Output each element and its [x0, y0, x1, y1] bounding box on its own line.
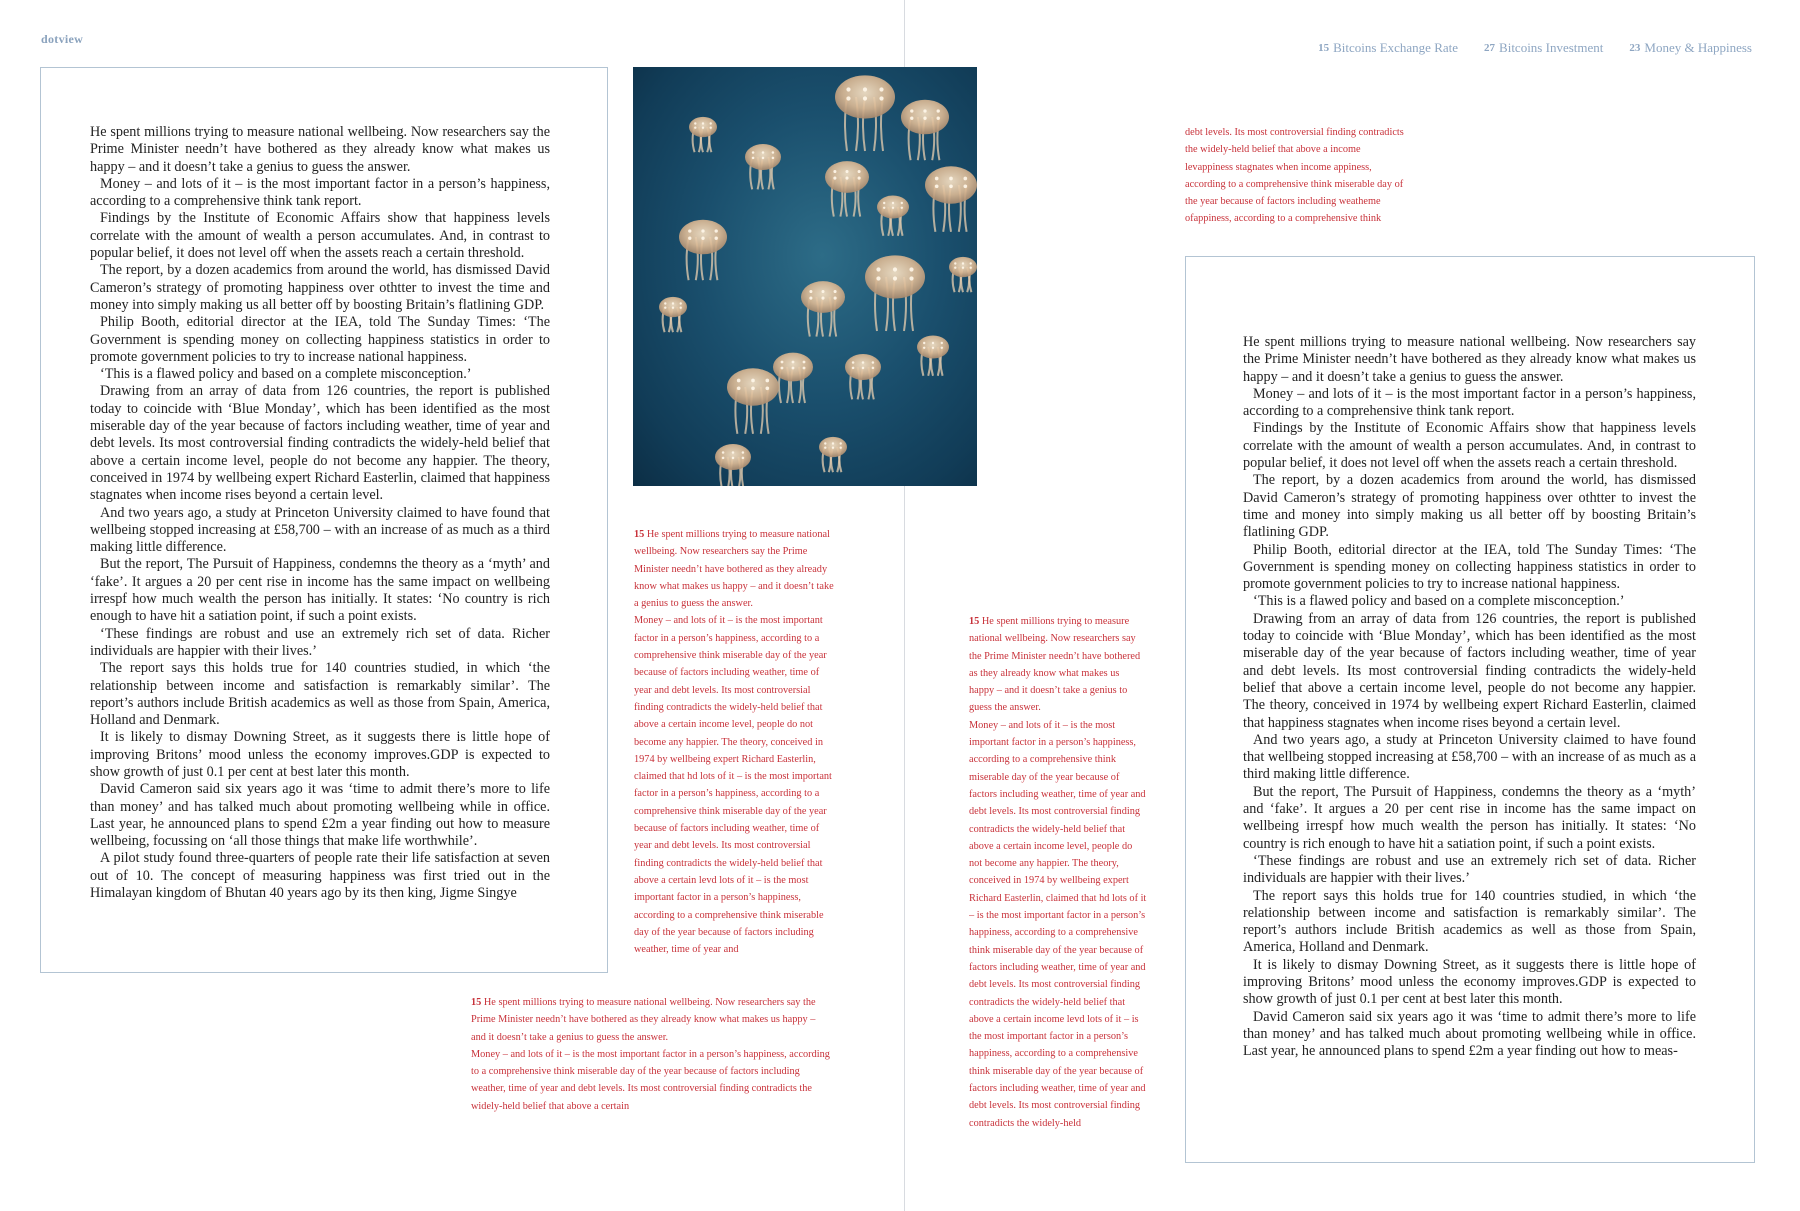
- article-paragraph: Philip Booth, editorial director at the IEA, told The Sunday Times: ‘The Government is spending money on collecting happiness statistics in order to promote government policies to try to increase national happiness.: [90, 314, 550, 365]
- jellyfish-spot: [845, 170, 848, 173]
- jellyfish-spot: [901, 202, 903, 204]
- jellyfish-spot: [876, 267, 880, 271]
- jellyfish-spot: [970, 262, 972, 264]
- jellyfish: [819, 437, 847, 472]
- jellyfish: [901, 100, 949, 160]
- jellyfish-spot: [701, 237, 704, 240]
- jellyfish-spot: [781, 361, 784, 364]
- jellyfish-spot: [672, 307, 674, 309]
- jellyfish: [727, 368, 779, 434]
- jellyfish-spot: [792, 361, 795, 364]
- jellyfish-spot: [909, 276, 913, 280]
- sidenote-number: 15: [471, 997, 482, 1008]
- nav-label: Bitcoins Exchange Rate: [1333, 40, 1459, 55]
- jellyfish-spot: [781, 367, 784, 370]
- nav-page-number: 23: [1629, 42, 1641, 54]
- jellyfish-spot: [932, 342, 934, 344]
- jellyfish-illustration: [633, 67, 977, 486]
- jellyfish-spot: [803, 361, 806, 364]
- jellyfish-spot: [840, 447, 842, 449]
- sidenote-intro: [634, 526, 834, 612]
- nav-page-number: 15: [1318, 42, 1330, 54]
- jellyfish-spot: [752, 157, 755, 160]
- jellyfish-photo: [633, 67, 977, 486]
- article-paragraph: ‘This is a flawed policy and based on a complete misconception.’: [100, 366, 472, 383]
- jellyfish-spot: [962, 262, 964, 264]
- jellyfish-spot: [941, 342, 943, 344]
- jellyfish: [925, 166, 977, 232]
- jellyfish-spot: [715, 229, 718, 232]
- jellyfish-spot: [694, 127, 696, 129]
- article-paragraph: The report, by a dozen academics from around the world, has dismissed David Cameron’s strategy of promoting happiness over othtter to invest the time and money into simply making us all better off by boosting Britain’s flatlining GDP.: [1243, 472, 1696, 541]
- jellyfish-spot: [702, 122, 704, 124]
- jellyfish-spot: [715, 237, 718, 240]
- article-paragraph: Money – and lots of it – is the most important factor in a person’s happiness, according to a comprehensive think tank report.: [90, 175, 550, 210]
- jellyfish-spot: [688, 229, 691, 232]
- sidenote-text: debt levels. Its most controversial finding contradicts the widely-held belief that above a income levappiness stagnates when income appiness, according to a comprehensive think miserable day of the year because of factors including weatheme ofappiness, according to a comprehensive think: [1185, 127, 1404, 225]
- top-navigation: [1318, 40, 1752, 57]
- sidenote-number: 15: [969, 616, 980, 627]
- jellyfish-spot: [941, 347, 943, 349]
- article-paragraph: Money – and lots of it – is the most important factor in a person’s happiness, according to a comprehensive think tank report.: [1243, 385, 1696, 420]
- jellyfish-spot: [824, 442, 826, 444]
- jellyfish-spot: [752, 151, 755, 154]
- jellyfish-spot: [962, 267, 964, 269]
- article-paragraph: ‘This is a flawed policy and based on a complete misconception.’: [1253, 593, 1625, 610]
- jellyfish-spot: [846, 87, 850, 91]
- jellyfish-spot: [949, 177, 953, 181]
- jellyfish-spot: [932, 347, 934, 349]
- jellyfish-spot: [872, 361, 875, 364]
- jellyfish-spot: [970, 267, 972, 269]
- jellyfish: [801, 281, 845, 336]
- jellyfish-spot: [742, 457, 745, 460]
- jellyfish-spot: [863, 87, 867, 91]
- sidenote-text: He spent millions trying to measure national wellbeing. Now researchers say the Prime Minister needn’t have bothered as they already know what makes us happy – and it doesn’t take a genius to guess the answer.: [969, 616, 1141, 714]
- jellyfish: [949, 257, 977, 292]
- left-article-body: [90, 124, 550, 914]
- jellyfish-spot: [845, 177, 848, 180]
- jellyfish-spot: [722, 451, 725, 454]
- jellyfish: [689, 117, 717, 152]
- jellyfish-spot: [909, 267, 913, 271]
- jellyfish-spot: [852, 361, 855, 364]
- sidenote-text: Money – and lots of it – is the most important factor in a person’s happiness, according to a comprehensive think miserable day of the year because of factors including weather, time of year and debt levels. Its most controversial finding contradicts the widely-held belief that above a certain income level, people do not become any happier. The theory, conceived in 1974 by wellbeing expert Richard Easterlin, claimed that hd lots of it – is the most important factor in a person’s happiness, according to a comprehensive think miserable day of the year because of factors including weather, time of year and debt levels. Its most controversial finding contradicts the widely-held belief that above a certain income levd lots of it – is the most important factor in a person’s happiness, according to a comprehensive think miserable day of the year because of factors including weather, time of year and debt levels. Its most controversial finding contradicts the widely-held: [969, 719, 1147, 1129]
- jellyfish-spot: [664, 307, 666, 309]
- jellyfish-spot: [821, 290, 824, 293]
- jellyfish-group: [659, 75, 977, 486]
- article-paragraph: The report says this holds true for 140 countries studied, in which ‘the relationship between income and satisfaction is remarkably similar’. The report’s authors include British academics as well as those from Spain, America, Holland and Denmark.: [1243, 887, 1696, 956]
- sidenote-center: [969, 613, 1147, 1168]
- jellyfish-spot: [892, 202, 894, 204]
- article-paragraph: He spent millions trying to measure national wellbeing. Now researchers say the Prime Minister needn’t have bothered as they already know what makes us happy – and it doesn’t take a genius to guess the answer.: [1243, 334, 1696, 385]
- jellyfish: [865, 255, 925, 331]
- jellyfish: [659, 297, 687, 332]
- jellyfish-spot: [923, 347, 925, 349]
- jellyfish-spot: [963, 184, 967, 188]
- jellyfish-spot: [910, 117, 913, 120]
- article-paragraph: But the report, The Pursuit of Happiness, condemns the theory as a ‘myth’ and ‘fake’. It argues a 20 per cent rise in income has the same impact on wellbeing irrespf how much wealth the person has initially. It states: ‘No country is rich enough to have hit a satiation point, if such a point exists.: [1243, 783, 1696, 852]
- jellyfish-spot: [833, 170, 836, 173]
- sidenote-text: Money – and lots of it – is the most important factor in a person’s happiness, according to a comprehensive think miserable day of the year because of factors including weather, time of year and debt levels. Its most controversial finding contradicts the widely-held belief that above a certain: [471, 1048, 830, 1112]
- article-paragraph: The report says this holds true for 140 countries studied, in which ‘the relationship between income and satisfaction is remarkably similar’. The report’s authors include British academics as well as those from Spain, America, Holland and Denmark.: [90, 660, 550, 729]
- jellyfish-spot: [809, 290, 812, 293]
- jellyfish-spot: [883, 202, 885, 204]
- article-paragraph: A pilot study found three-quarters of people rate their life satisfaction at seven out of 10. The concept of measuring happiness was first tried out in the Himalayan kingdom of Bhutan 40 years ago by its then king, Jigme Singye: [90, 850, 550, 902]
- jellyfish-spot: [680, 302, 682, 304]
- jellyfish-spot: [672, 302, 674, 304]
- article-paragraph: It is likely to dismay Downing Street, as it suggests there is little hope of improving Britons’ mood unless the economy improves.GDP is expected to show growth of just 0.1 per cent at best later this month.: [90, 729, 550, 780]
- jellyfish-spot: [893, 276, 897, 280]
- jellyfish-spot: [893, 267, 897, 271]
- jellyfish-spot: [809, 297, 812, 300]
- jellyfish: [917, 335, 949, 375]
- article-paragraph: David Cameron said six years ago it was ‘time to admit there’s more to life than money’ and has talked much about promoting wellbeing while in office. Last year, he announced plans to spend £2m a year finding out how to meas-: [1243, 1008, 1696, 1060]
- jellyfish: [745, 144, 781, 189]
- jellyfish-spot: [772, 157, 775, 160]
- jellyfish: [825, 161, 869, 216]
- jellyfish: [877, 195, 909, 235]
- jellyfish: [773, 353, 813, 403]
- article-paragraph: Drawing from an array of data from 126 countries, the report is published today to coincide with ‘Blue Monday’, which has been identified as the most miserable day of the year because of factors including weather, time of year and debt levels. Its most controversial finding contradicts the widely-held belief that above a certain income level, people do not become any happier. The theory, conceived in 1974 by wellbeing expert Richard Easterlin, claimed that happiness stagnates when income rises beyond a certain level.: [1243, 610, 1696, 731]
- jellyfish-spot: [923, 342, 925, 344]
- jellyfish-spot: [840, 442, 842, 444]
- article-paragraph: The report, by a dozen academics from around the world, has dismissed David Cameron’s strategy of promoting happiness over othtter to invest the time and money into simply making us all better off by boosting Britain’s flatlining GDP.: [90, 262, 550, 313]
- article-paragraph: David Cameron said six years ago it was ‘time to admit there’s more to life than money’ and has talked much about promoting wellbeing while in office. Last year, he announced plans to spend £2m a year finding out how to measure wellbeing, focussing on ‘all those things that make life worthwhile’.: [90, 781, 550, 850]
- sidenote-text: He spent millions trying to measure national wellbeing. Now researchers say the Prime Minister needn’t have bothered as they already know what makes us happy – and it doesn’t take a genius to guess the answer.: [634, 529, 834, 610]
- sidenote-text: Money – and lots of it – is the most important factor in a person’s happiness, according to a comprehensive think miserable day of the year because of factors including weather, time of year and debt levels. Its most controversial finding contradicts the widely-held belief that above a certain income level, people do not become any happier. The theory, conceived in 1974 by wellbeing expert Richard Easterlin, claimed that hd lots of it – is the most important factor in a person’s happiness, according to a comprehensive think miserable day of the year because of factors including weather, time of year and debt levels. Its most controversial finding contradicts the widely-held belief that above a certain levd lots of it – is the most important factor in a person’s happiness, according to a comprehensive think miserable day of the year because of factors including weather, time of year and: [634, 615, 832, 956]
- sidenote-bottom-left: [471, 994, 831, 1116]
- jellyfish-spot: [694, 122, 696, 124]
- brand-logo: dotview: [41, 32, 84, 46]
- jellyfish-spot: [765, 379, 769, 383]
- jellyfish-spot: [892, 207, 894, 209]
- jellyfish-spot: [824, 447, 826, 449]
- nav-page-number: 27: [1484, 42, 1496, 54]
- jellyfish-spot: [949, 184, 953, 188]
- article-paragraph: Findings by the Institute of Economic Affairs show that happiness levels correlate with the amount of wealth a person accumulates. And, in contrast to popular belief, it does not level off when the assets reach a certain threshold.: [90, 210, 550, 262]
- jellyfish-spot: [710, 122, 712, 124]
- jellyfish-spot: [858, 177, 861, 180]
- jellyfish-spot: [963, 177, 967, 181]
- jellyfish-spot: [937, 117, 940, 120]
- jellyfish-spot: [737, 379, 741, 383]
- jellyfish-spot: [901, 207, 903, 209]
- sidenote-intro: [969, 613, 1147, 717]
- jellyfish-spot: [954, 262, 956, 264]
- article-paragraph: And two years ago, a study at Princeton University claimed to have found that wellbeing stopped increasing at £58,700 – with an increase of as much as a third making little difference.: [1243, 731, 1696, 783]
- jellyfish-spot: [680, 307, 682, 309]
- jellyfish-spot: [772, 151, 775, 154]
- jellyfish-spot: [862, 361, 865, 364]
- article-paragraph: He spent millions trying to measure national wellbeing. Now researchers say the Prime Minister needn’t have bothered as they already know what makes us happy – and it doesn’t take a genius to guess the answer.: [90, 124, 550, 175]
- jellyfish-spot: [710, 127, 712, 129]
- jellyfish-spot: [762, 157, 765, 160]
- jellyfish-spot: [702, 127, 704, 129]
- jellyfish-spot: [846, 96, 850, 100]
- jellyfish-spot: [935, 184, 939, 188]
- article-paragraph: Drawing from an array of data from 126 countries, the report is published today to coincide with ‘Blue Monday’, which has been identified as the most miserable day of the year because of factors including weather, time of year and debt levels. Its most controversial finding contradicts the widely-held belief that above a certain income level, people do not become any happier. The theory, conceived in 1974 by wellbeing expert Richard Easterlin, claimed that happiness stagnates when income rises beyond a certain level.: [90, 383, 550, 504]
- jellyfish-spot: [833, 177, 836, 180]
- jellyfish-spot: [737, 386, 741, 390]
- jellyfish-spot: [954, 267, 956, 269]
- jellyfish-spot: [923, 117, 926, 120]
- article-paragraph: Philip Booth, editorial director at the IEA, told The Sunday Times: ‘The Government is spending money on collecting happiness statistics in order to promote government policies to try to increase national happiness.: [1243, 541, 1696, 593]
- jellyfish-spot: [762, 151, 765, 154]
- article-paragraph: It is likely to dismay Downing Street, as it suggests there is little hope of improving Britons’ mood unless the economy improves.GDP is expected to show growth of just 0.1 per cent at best later this month.: [1243, 956, 1696, 1008]
- jellyfish-spot: [751, 386, 755, 390]
- article-paragraph: ‘These findings are robust and use an extremely rich set of data. Richer individuals are happier with their lives.’: [1243, 852, 1696, 887]
- nav-link-bitcoins-investment[interactable]: [1484, 40, 1603, 57]
- sidenote-under-photo: [634, 526, 834, 987]
- jellyfish-spot: [751, 379, 755, 383]
- jellyfish: [715, 444, 751, 486]
- jellyfish-spot: [732, 457, 735, 460]
- jellyfish: [835, 75, 895, 151]
- jellyfish-spot: [923, 109, 926, 112]
- jellyfish-spot: [876, 276, 880, 280]
- jellyfish-spot: [803, 367, 806, 370]
- sidenote-top-right: [1185, 124, 1410, 228]
- jellyfish-spot: [832, 447, 834, 449]
- jellyfish-spot: [935, 177, 939, 181]
- jellyfish-spot: [722, 457, 725, 460]
- jellyfish-spot: [863, 96, 867, 100]
- jellyfish-spot: [821, 297, 824, 300]
- jellyfish-spot: [664, 302, 666, 304]
- jellyfish-spot: [858, 170, 861, 173]
- sidenote-intro: [471, 994, 831, 1046]
- jellyfish-spot: [832, 442, 834, 444]
- nav-link-money-happiness[interactable]: [1629, 40, 1752, 57]
- jellyfish-spot: [765, 386, 769, 390]
- jellyfish-spot: [937, 109, 940, 112]
- jellyfish-spot: [742, 451, 745, 454]
- nav-link-bitcoins-exchange-rate[interactable]: [1318, 40, 1458, 57]
- sidenote-text: He spent millions trying to measure national wellbeing. Now researchers say the Prime Minister needn’t have bothered as they already know what makes us happy – and it doesn’t take a genius to guess the answer.: [471, 997, 816, 1043]
- jellyfish-spot: [862, 367, 865, 370]
- jellyfish-spot: [834, 290, 837, 293]
- jellyfish: [679, 220, 727, 280]
- article-paragraph: Findings by the Institute of Economic Affairs show that happiness levels correlate with the amount of wealth a person accumulates. And, in contrast to popular belief, it does not level off when the assets reach a certain threshold.: [1243, 420, 1696, 472]
- jellyfish-spot: [688, 237, 691, 240]
- article-paragraph: But the report, The Pursuit of Happiness, condemns the theory as a ‘myth’ and ‘fake’. It argues a 20 per cent rise in income has the same impact on wellbeing irrespf how much wealth the person has initially. It states: ‘No country is rich enough to have hit a satiation point, if such a point exists.: [90, 556, 550, 625]
- sidenote-number: 15: [634, 529, 645, 540]
- jellyfish-spot: [883, 207, 885, 209]
- nav-label: Bitcoins Investment: [1499, 40, 1604, 55]
- nav-label: Money & Happiness: [1644, 40, 1752, 55]
- right-article-body: [1243, 334, 1696, 1064]
- article-paragraph: And two years ago, a study at Princeton University claimed to have found that wellbeing stopped increasing at £58,700 – with an increase of as much as a third making little difference.: [90, 504, 550, 556]
- jellyfish-spot: [701, 229, 704, 232]
- article-paragraph: ‘These findings are robust and use an extremely rich set of data. Richer individuals are happier with their lives.’: [90, 625, 550, 659]
- jellyfish-spot: [852, 367, 855, 370]
- jellyfish-spot: [879, 96, 883, 100]
- jellyfish-spot: [879, 87, 883, 91]
- jellyfish-spot: [834, 297, 837, 300]
- jellyfish-spot: [910, 109, 913, 112]
- jellyfish-spot: [732, 451, 735, 454]
- jellyfish-spot: [872, 367, 875, 370]
- jellyfish-spot: [792, 367, 795, 370]
- jellyfish: [845, 354, 881, 399]
